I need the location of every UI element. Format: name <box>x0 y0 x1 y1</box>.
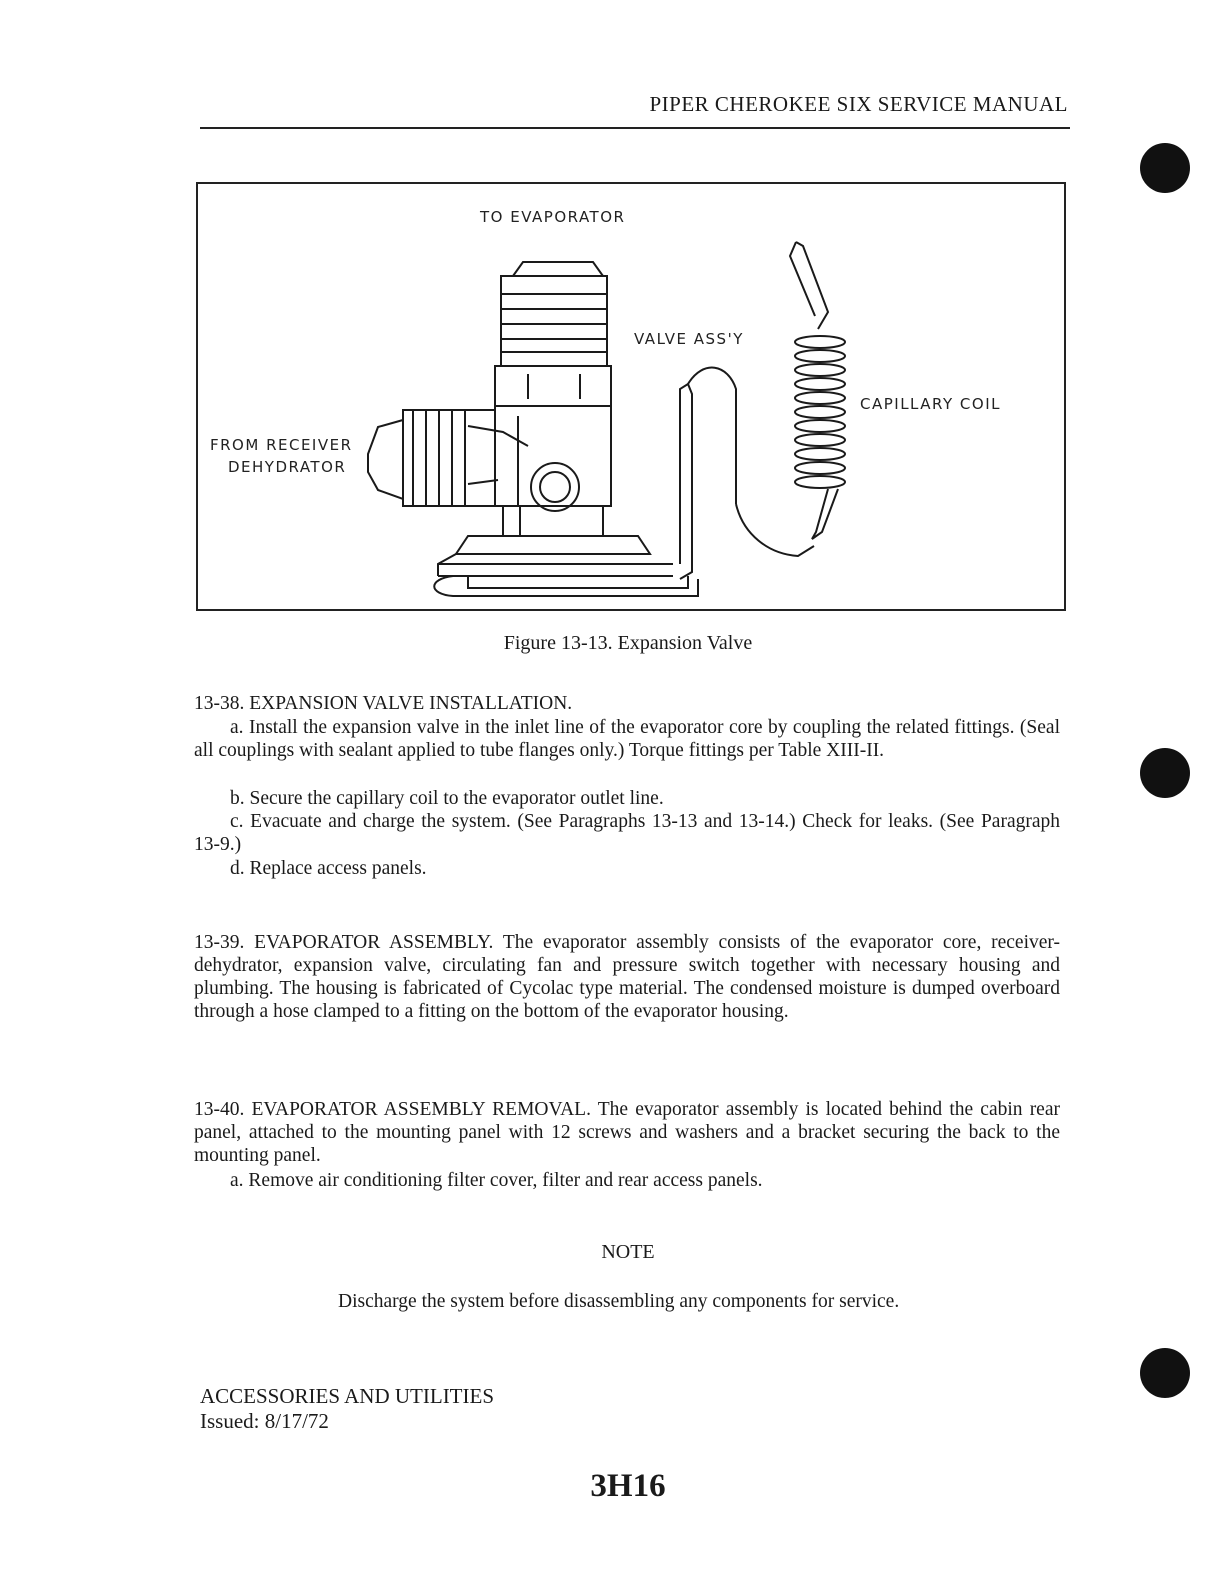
figure-caption: Figure 13-13. Expansion Valve <box>503 632 753 654</box>
section-13-38-item-c: c. Evacuate and charge the system. (See Paragraphs 13-13 and 13-14.) Check for leaks. (See Paragraph 13-9.) <box>194 811 1060 855</box>
footer-section-title <box>200 1384 494 1434</box>
section-13-40-item-a: a. Remove air conditioning filter cover, filter and rear access panels. <box>230 1170 763 1191</box>
figure-expansion-valve <box>196 182 1066 611</box>
section-13-39-paragraph: 13-39. EVAPORATOR ASSEMBLY. The evaporator assembly consists of the evaporator core, receiver-dehydrator, expansion valve, circulating fan and pressure switch together with necessary housing and plumbing. The housing is fabricated of Cycolac type material. The condensed moisture is dumped overboard through a hose clamped to a fitting on the bottom of the evaporator housing. <box>194 932 1060 1022</box>
header-rule <box>200 127 1070 129</box>
label-dehydrator: DEHYDRATOR <box>228 458 347 476</box>
punch-hole-middle <box>1140 748 1190 798</box>
note-body: Discharge the system before disassembling any components for service. <box>338 1291 900 1312</box>
section-13-38-item-a: a. Install the expansion valve in the inlet line of the evaporator core by coupling the related fittings. (Seal all couplings with sealant applied to tube flanges only.) Torque fittings per Table XIII-II. <box>194 717 1060 761</box>
section-13-38-heading: 13-38. EXPANSION VALVE INSTALLATION. <box>194 693 573 714</box>
label-to-evaporator: TO EVAPORATOR <box>480 208 626 226</box>
punch-hole-top <box>1140 143 1190 193</box>
section-13-38-item-d: d. Replace access panels. <box>230 858 427 879</box>
label-valve-assy: VALVE ASS'Y <box>634 330 744 348</box>
footer-issued-date: Issued: 8/17/72 <box>200 1409 329 1433</box>
punch-hole-bottom <box>1140 1348 1190 1398</box>
page-number: 3H16 <box>590 1468 666 1504</box>
footer-section-name: ACCESSORIES AND UTILITIES <box>200 1384 495 1408</box>
section-13-40-paragraph: 13-40. EVAPORATOR ASSEMBLY REMOVAL. The evaporator assembly is located behind the cabin rear panel, attached to the mounting panel with 12 screws and washers and a bracket securing the back to the mounting panel. <box>194 1099 1060 1166</box>
section-13-38-item-b: b. Secure the capillary coil to the evaporator outlet line. <box>230 788 664 809</box>
note-title: NOTE <box>601 1241 655 1263</box>
label-capillary-coil: CAPILLARY COIL <box>860 395 1001 413</box>
label-from-receiver: FROM RECEIVER <box>210 436 353 454</box>
page-header-title: PIPER CHEROKEE SIX SERVICE MANUAL <box>649 92 1068 116</box>
